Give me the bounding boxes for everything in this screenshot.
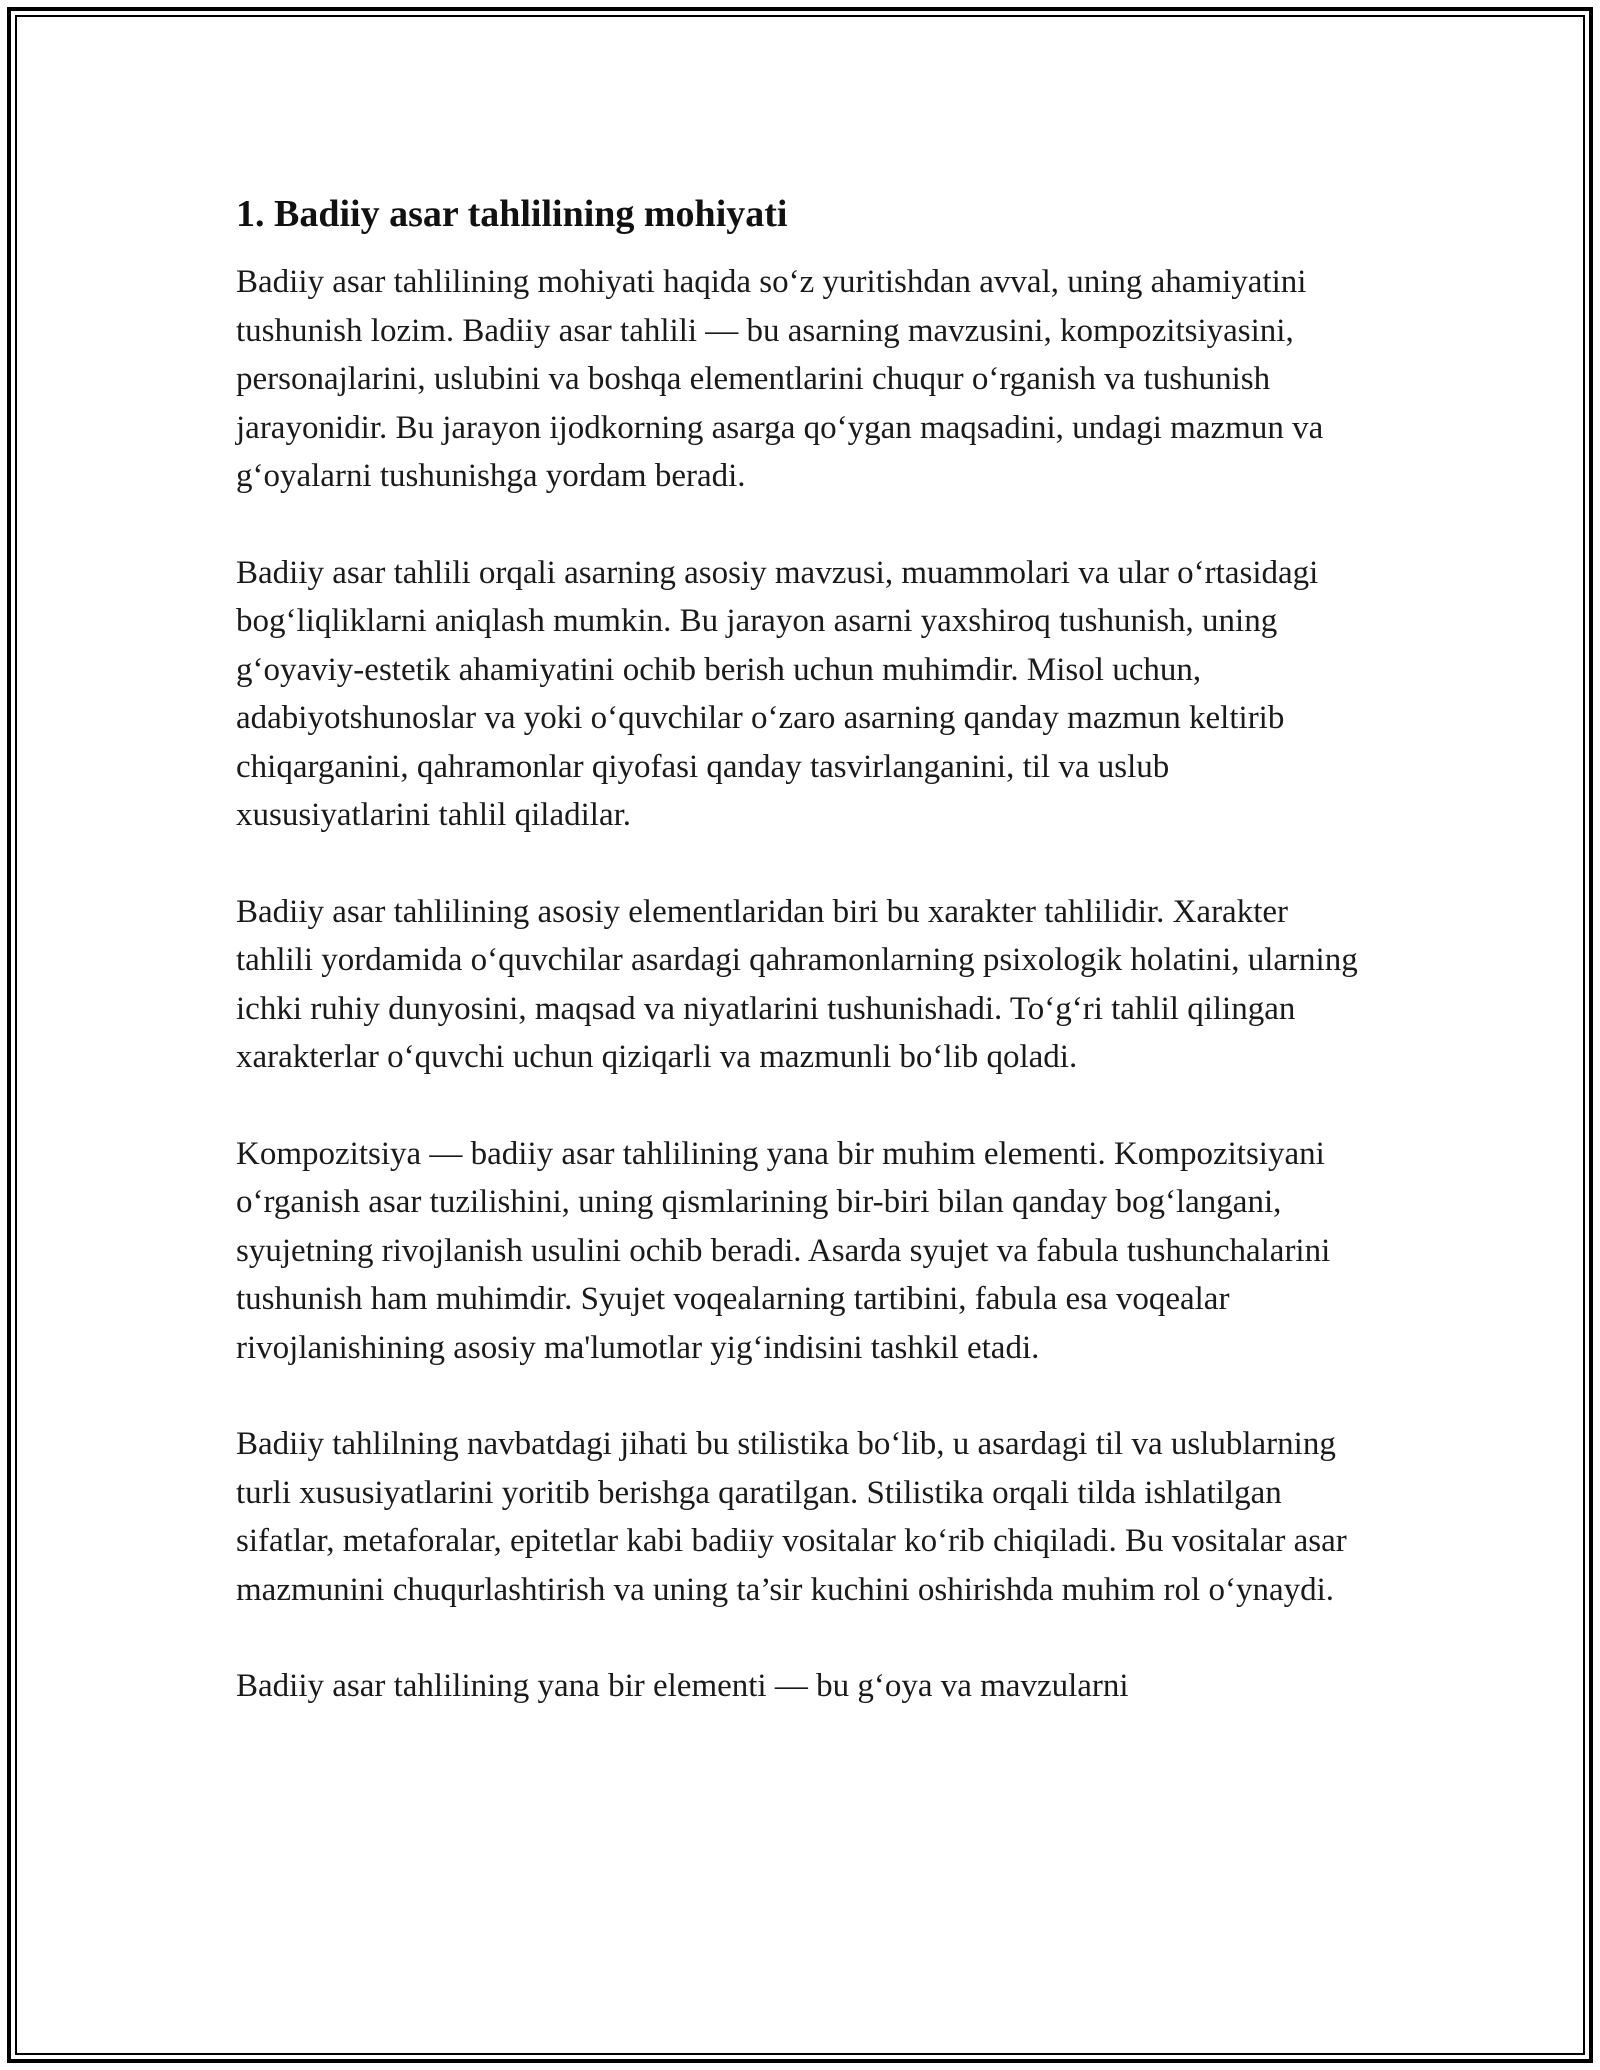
section-heading: 1. Badiiy asar tahlilining mohiyati: [236, 193, 788, 235]
paragraph-1: Badiiy asar tahlilining mohiyati haqida so‘z yuritishdan avval, uning ahamiyatini tushunish lozim. Badiiy asar tahlili — bu asarning mavzusini, kompozitsiyasini, personajlarini, uslubini va boshqa elementlarini chuqur o‘rganish va tushunish jarayonidir. Bu jarayon ijodkorning asarga qo‘ygan maqsadini, undagi mazmun va g‘oyalarni tushunishga yordam beradi.: [236, 264, 1324, 494]
paragraph-6: Badiiy asar tahlilining yana bir elementi — bu g‘oya va mavzularni: [236, 1668, 1129, 1704]
paragraph-2: Badiiy asar tahlili orqali asarning asosiy mavzusi, muammolari va ular o‘rtasidagi bog‘liqliklarni aniqlash mumkin. Bu jarayon asarni yaxshiroq tushunish, uning g‘oyaviy-estetik ahamiyatini ochib berish uchun muhimdir. Misol uchun, adabiyotshunoslar va yoki o‘quvchilar o‘zaro asarning qanday mazmun keltirib chiqarganini, qahramonlar qiyofasi qanday tasvirlanganini, til va uslub xususiyatlarini tahlil qiladilar.: [236, 554, 1319, 833]
paragraph-5: Badiiy tahlilning navbatdagi jihati bu stilistika bo‘lib, u asardagi til va uslublarning turli xususiyatlarini yoritib berishga qaratilgan. Stilistika orqali tilda ishlatilgan sifatlar, metaforalar, epitetlar kabi badiiy vositalar ko‘rib chiqiladi. Bu vositalar asar mazmunini chuqurlashtirish va uning ta’sir kuchini oshirishda muhim rol o‘ynaydi.: [236, 1426, 1347, 1608]
paragraph-3: Badiiy asar tahlilining asosiy elementlaridan biri bu xarakter tahlilidir. Xarakter tahlili yordamida o‘quvchilar asardagi qahramonlarning psixologik holatini, ularning ichki ruhiy dunyosini, maqsad va niyatlarini tushunishadi. To‘g‘ri tahlil qilingan xarakterlar o‘quvchi uchun qiziqarli va mazmunli bo‘lib qoladi.: [236, 893, 1358, 1075]
paragraph-4: Kompozitsiya — badiiy asar tahlilining yana bir muhim elementi. Kompozitsiyani o‘rganish asar tuzilishini, uning qismlarining bir-biri bilan qanday bog‘langani, syujetning rivojlanish usulini ochib beradi. Asarda syujet va fabula tushunchalarini tushunish ham muhimdir. Syujet voqealarning tartibini, fabula esa voqealar rivojlanishining asosiy ma'lumotlar yig‘indisini tashkil etadi.: [236, 1135, 1331, 1366]
document-page: [236, 186, 1366, 1759]
